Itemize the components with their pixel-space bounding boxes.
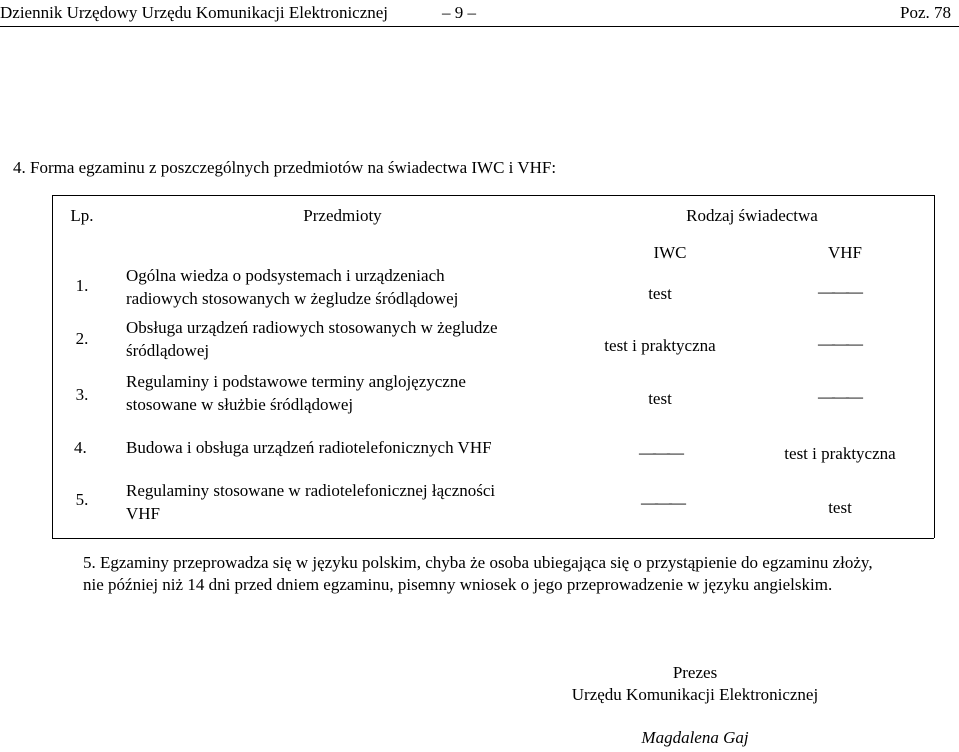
vhf-exam-form: test <box>828 498 852 517</box>
iwc-dash: ——— <box>641 493 683 512</box>
row-number: 3. <box>75 385 89 404</box>
page-number: – 9 – <box>442 3 476 22</box>
subject-text: Regulaminy i podstawowe terminy anglojęzyczne <box>126 372 466 391</box>
signatory-name: Magdalena Gaj <box>641 728 749 747</box>
row-number: 4. <box>74 438 87 457</box>
row-number: 1. <box>75 276 89 295</box>
col-subjects-header: Przedmioty <box>303 206 382 225</box>
subject-text: radiowych stosowanych w żegludze śródlądowej <box>126 289 459 308</box>
signatory-office: Urzędu Komunikacji Elektronicznej <box>571 685 819 704</box>
vhf-dash: ——— <box>818 282 860 301</box>
subject-text: Budowa i obsługa urządzeń radiotelefonicznych VHF <box>126 438 492 457</box>
vhf-dash: ——— <box>818 334 860 353</box>
signatory-title: Prezes <box>672 663 718 682</box>
subject-text: Regulaminy stosowane w radiotelefonicznej łączności <box>126 481 496 500</box>
vhf-dash: ——— <box>818 387 860 406</box>
row-number: 5. <box>75 490 89 509</box>
col-vhf-header: VHF <box>827 243 862 262</box>
paragraph-5-line-2: nie później niż 14 dni przed dniem egzaminu, pisemny wniosek o jego przeprowadzenie w języku angielskim. <box>83 575 833 594</box>
section-heading: 4. Forma egzaminu z poszczególnych przedmiotów na świadectwa IWC i VHF: <box>13 158 557 177</box>
paragraph-5-line-1: 5. Egzaminy przeprowadza się w języku polskim, chyba że osoba ubiegająca się o przystąpienie do egzaminu złoży, <box>83 553 873 572</box>
iwc-exam-form: test <box>648 284 672 303</box>
col-lp-header: Lp. <box>70 206 94 225</box>
iwc-dash: ——— <box>639 443 681 462</box>
iwc-exam-form: test i praktyczna <box>604 336 716 355</box>
journal-title: Dziennik Urzędowy Urzędu Komunikacji Elektronicznej <box>0 3 389 22</box>
header-rule <box>0 26 959 27</box>
col-iwc-header: IWC <box>653 243 687 262</box>
subject-text: Ogólna wiedza o podsystemach i urządzeniach <box>126 266 445 285</box>
subject-text: stosowane w służbie śródlądowej <box>126 395 354 414</box>
col-certificate-header: Rodzaj świadectwa <box>686 206 818 225</box>
vhf-exam-form: test i praktyczna <box>784 444 896 463</box>
table-border-bottom <box>52 538 934 539</box>
table-border-left <box>52 195 53 538</box>
row-number: 2. <box>75 329 89 348</box>
table-border-top <box>52 195 934 196</box>
subject-text: Obsługa urządzeń radiowych stosowanych w żegludze <box>126 318 498 337</box>
table-border-right <box>934 195 935 538</box>
position-number: Poz. 78 <box>900 3 951 22</box>
subject-text: VHF <box>126 504 161 523</box>
subject-text: śródlądowej <box>126 341 210 360</box>
iwc-exam-form: test <box>648 389 672 408</box>
